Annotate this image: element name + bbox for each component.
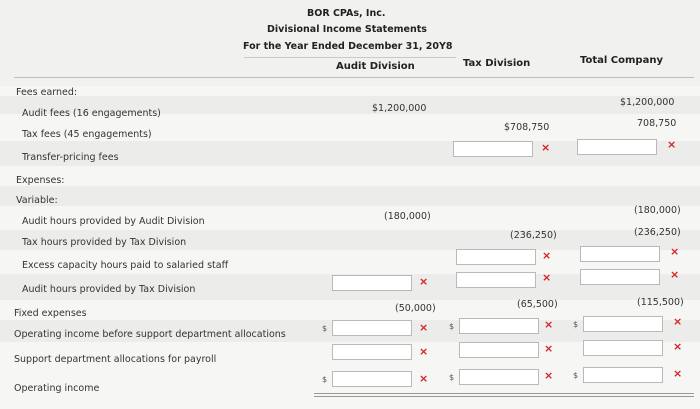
total-double-underline — [314, 396, 694, 397]
support-alloc-audit-input[interactable] — [332, 344, 412, 360]
total-double-underline — [314, 393, 694, 394]
label-tax-hours-tax: Tax hours provided by Tax Division — [22, 237, 187, 248]
tax-hours-total-value: (236,250) — [634, 227, 681, 238]
header-divider — [244, 57, 456, 58]
incorrect-mark-icon: × — [542, 271, 552, 284]
company-name: BOR CPAs, Inc. — [307, 8, 386, 19]
audit-hours-audit-value: (180,000) — [384, 211, 431, 222]
incorrect-mark-icon: × — [670, 268, 680, 281]
dollar-sign: $ — [322, 324, 328, 333]
dollar-sign: $ — [573, 320, 579, 329]
incorrect-mark-icon: × — [673, 340, 683, 353]
label-support-alloc: Support department allocations for payroll — [14, 354, 217, 365]
incorrect-mark-icon: × — [544, 369, 554, 382]
support-alloc-tax-input[interactable] — [459, 342, 539, 358]
label-audit-hours-audit: Audit hours provided by Audit Division — [22, 216, 205, 227]
op-income-total-input[interactable] — [583, 367, 663, 383]
incorrect-mark-icon: × — [419, 372, 429, 385]
audit-hours-tax-tax-input[interactable] — [456, 272, 536, 288]
dollar-sign: $ — [573, 371, 579, 380]
col-header-audit: Audit Division — [336, 61, 415, 72]
label-excess-capacity: Excess capacity hours paid to salaried staff — [22, 260, 229, 271]
incorrect-mark-icon: × — [419, 275, 429, 288]
incorrect-mark-icon: × — [667, 138, 677, 151]
incorrect-mark-icon: × — [419, 321, 429, 334]
incorrect-mark-icon: × — [544, 318, 554, 331]
audit-hours-tax-total-input[interactable] — [580, 269, 660, 285]
statement-title: Divisional Income Statements — [267, 24, 427, 35]
excess-capacity-tax-input[interactable] — [456, 249, 536, 265]
label-op-income-before: Operating income before support department allocations — [14, 329, 286, 340]
col-header-total: Total Company — [580, 55, 663, 66]
audit-hours-total-value: (180,000) — [634, 205, 681, 216]
dollar-sign: $ — [449, 322, 455, 331]
incorrect-mark-icon: × — [419, 345, 429, 358]
audit-fees-audit-value: $1,200,000 — [372, 103, 427, 114]
tax-fees-tax-value: $708,750 — [504, 122, 550, 133]
audit-fees-total-value: $1,200,000 — [620, 97, 675, 108]
label-variable: Variable: — [16, 195, 58, 206]
tax-hours-tax-value: (236,250) — [510, 230, 557, 241]
audit-hours-tax-audit-input[interactable] — [332, 275, 412, 291]
incorrect-mark-icon: × — [544, 342, 554, 355]
label-op-income: Operating income — [14, 383, 100, 394]
op-income-audit-input[interactable] — [332, 371, 412, 387]
col-header-tax: Tax Division — [463, 58, 531, 69]
op-income-before-total-input[interactable] — [583, 316, 663, 332]
op-income-before-audit-input[interactable] — [332, 320, 412, 336]
dollar-sign: $ — [322, 375, 328, 384]
label-transfer-pricing-fees: Transfer-pricing fees — [22, 152, 119, 163]
statement-period: For the Year Ended December 31, 20Y8 — [243, 41, 453, 52]
fixed-tax-value: (65,500) — [517, 299, 558, 310]
tax-fees-total-value: 708,750 — [637, 118, 677, 129]
fixed-total-value: (115,500) — [637, 297, 684, 308]
label-audit-hours-tax: Audit hours provided by Tax Division — [22, 284, 196, 295]
op-income-tax-input[interactable] — [459, 369, 539, 385]
label-fees-earned: Fees earned: — [16, 87, 78, 98]
transfer-pricing-total-input[interactable] — [577, 139, 657, 155]
transfer-pricing-tax-input[interactable] — [453, 141, 533, 157]
label-audit-fees: Audit fees (16 engagements) — [22, 108, 161, 119]
incorrect-mark-icon: × — [541, 141, 551, 154]
label-fixed-expenses: Fixed expenses — [14, 308, 87, 319]
excess-capacity-total-input[interactable] — [580, 246, 660, 262]
incorrect-mark-icon: × — [542, 249, 552, 262]
support-alloc-total-input[interactable] — [583, 340, 663, 356]
incorrect-mark-icon: × — [673, 315, 683, 328]
op-income-before-tax-input[interactable] — [459, 318, 539, 334]
label-tax-fees: Tax fees (45 engagements) — [22, 129, 152, 140]
column-header-rule — [14, 77, 694, 78]
incorrect-mark-icon: × — [670, 245, 680, 258]
dollar-sign: $ — [449, 373, 455, 382]
fixed-audit-value: (50,000) — [395, 303, 436, 314]
incorrect-mark-icon: × — [673, 367, 683, 380]
label-expenses: Expenses: — [16, 175, 65, 186]
